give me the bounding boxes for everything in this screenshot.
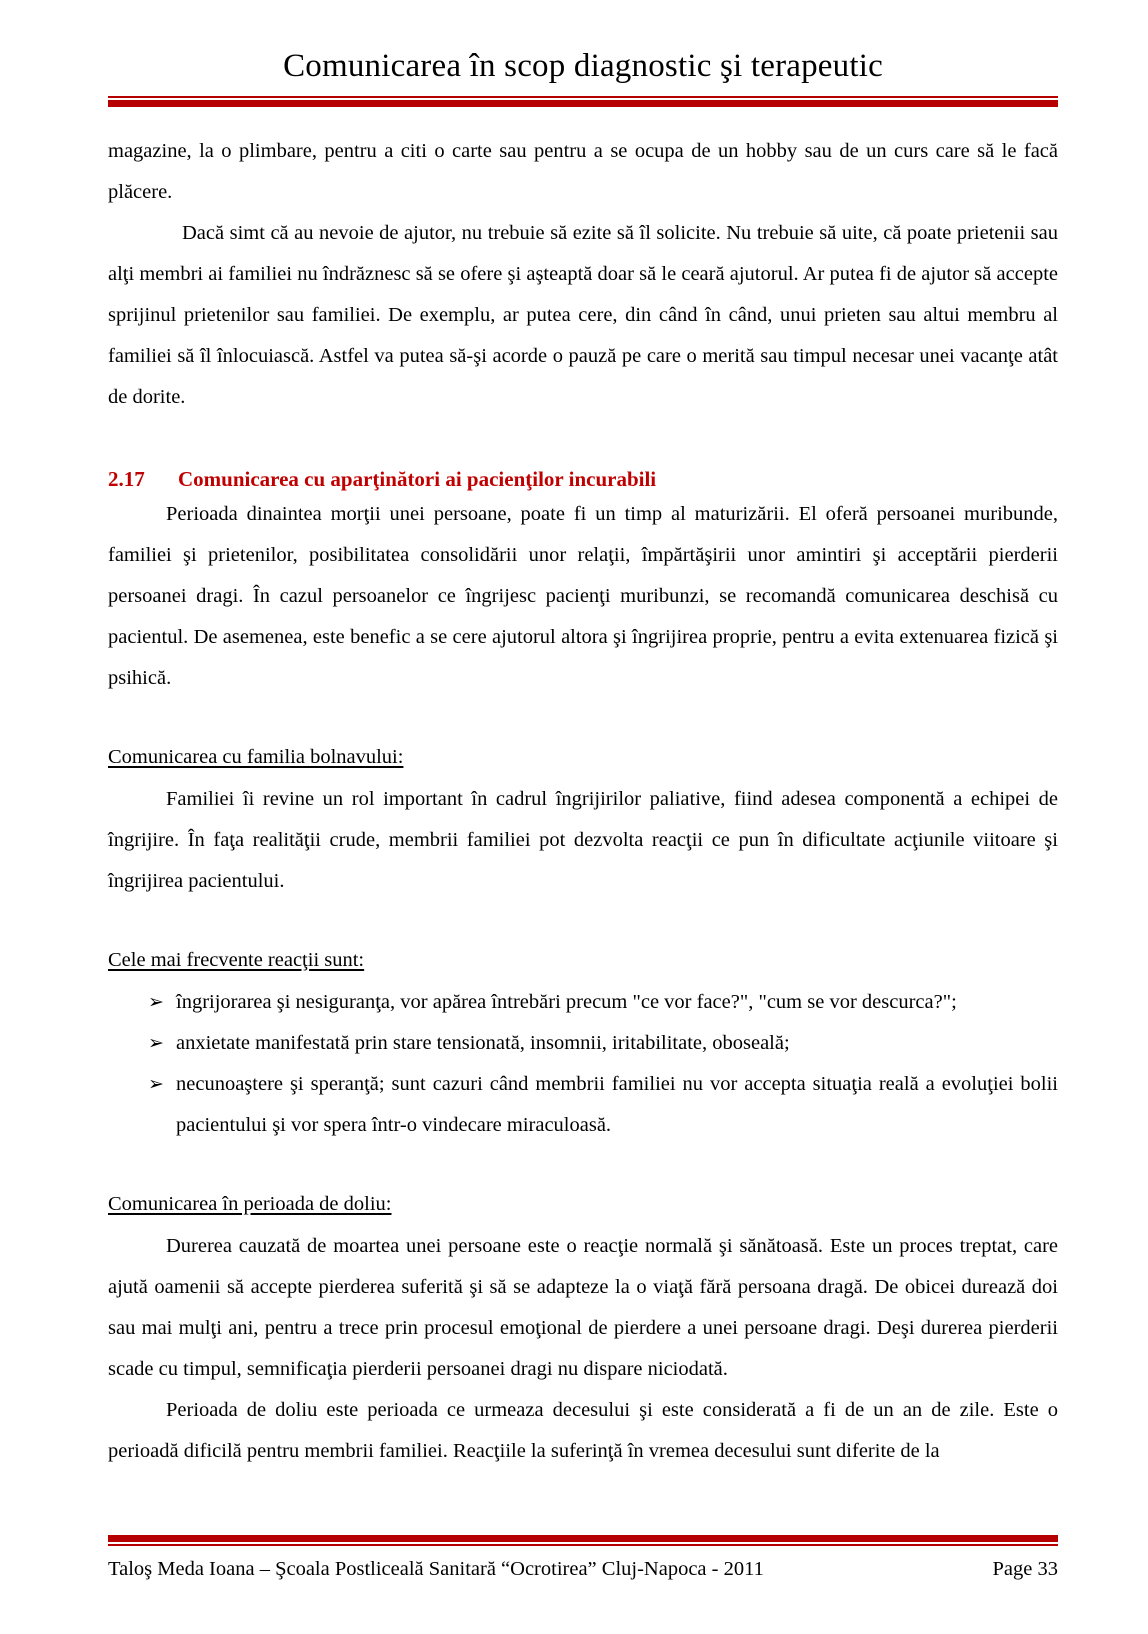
section-heading bbox=[108, 464, 1058, 494]
document-body bbox=[108, 131, 1058, 1472]
list-item bbox=[108, 1064, 1058, 1146]
subheading-reactions-wrap bbox=[108, 940, 1058, 982]
list-item-text: îngrijorarea şi nesiguranţa, vor apărea întrebări precum "ce vor face?", "cum se vor descurca?"; bbox=[176, 991, 957, 1013]
spacer bbox=[108, 418, 1058, 464]
footer-row bbox=[108, 1554, 1058, 1584]
paragraph-family: Familiei îi revine un rol important în cadrul îngrijirilor paliative, fiind adesea componentă a echipei de îngrijire. În faţa realităţii crude, membrii familiei pot dezvolta reacţii ce pun în dificultate acţiunile viitoare şi îngrijirea pacientului. bbox=[108, 788, 1058, 892]
list-item bbox=[108, 1023, 1058, 1064]
arrow-bullet-icon: ➢ bbox=[148, 1073, 164, 1095]
spacer bbox=[108, 1146, 1058, 1184]
paragraph-continuation: magazine, la o plimbare, pentru a citi o carte sau pentru a se ocupa de un hobby sau de un curs care să le facă plăcere. bbox=[108, 140, 1058, 203]
list-item-text: anxietate manifestată prin stare tensionată, insomnii, iritabilitate, oboseală; bbox=[176, 1032, 790, 1054]
subheading-mourning: Comunicarea în perioada de doliu: bbox=[108, 1193, 392, 1215]
paragraph-section-intro: Perioada dinaintea morţii unei persoane, poate fi un timp al maturizării. El oferă persoanei muribunde, familiei şi prietenilor, posibilitatea consolidării unor relaţii, împărtăşirii unor amintiri şi acceptării pierderii persoanei dragi. În cazul persoanelor ce îngrijesc pacienţi muribunzi, se recomandă comunicarea deschisă cu pacientul. De asemenea, este benefic a se cere ajutorul altora şi îngrijirea proprie, pentru a evita extenuarea fizică şi psihică. bbox=[108, 503, 1058, 689]
footer-rule-thin bbox=[108, 1544, 1058, 1546]
section-number: 2.17 bbox=[108, 467, 145, 491]
subheading-reactions: Cele mai frecvente reacţii sunt: bbox=[108, 949, 365, 971]
footer-rule-thick bbox=[108, 1535, 1058, 1542]
section-title: Comunicarea cu aparţinători ai pacienţilor incurabili bbox=[178, 467, 657, 491]
spacer bbox=[108, 902, 1058, 940]
arrow-bullet-icon: ➢ bbox=[148, 991, 164, 1013]
footer-author-institution: Taloş Meda Ioana – Şcoala Postliceală Sanitară “Ocrotirea” Cluj-Napoca - 2011 bbox=[108, 1558, 764, 1580]
paragraph-support: Dacă simt că au nevoie de ajutor, nu trebuie să ezite să îl solicite. Nu trebuie să uite, că poate prietenii sau alţi membri ai familiei nu îndrăznesc să se ofere şi aşteaptă doar să le ceară ajutorul. Ar putea fi de ajutor să accepte sprijinul prietenilor sau familiei. De exemplu, ar putea cere, din când în când, unui prieten sau altui membru al familiei să îl înlocuiască. Astfel va putea să-şi acorde o pauză pe care o merită sau timpul necesar unei vacanţe atât de dorite. bbox=[108, 222, 1058, 408]
spacer bbox=[108, 699, 1058, 737]
page-footer bbox=[108, 1535, 1058, 1584]
footer-divider bbox=[108, 1535, 1058, 1546]
reactions-list bbox=[108, 982, 1058, 1146]
footer-page-number: Page 33 bbox=[992, 1558, 1058, 1580]
list-item-text: necunoaştere şi speranţă; sunt cazuri când membrii familiei nu vor accepta situaţia reală a evoluţiei bolii pacientului şi vor spera într-o vindecare miraculoasă. bbox=[176, 1073, 1058, 1136]
paragraph-mourning-1: Durerea cauzată de moartea unei persoane este o reacţie normală şi sănătoasă. Este un proces treptat, care ajută oamenii să accepte pierderea suferită şi să se adapteze la o viaţă fără persoana dragă. De obicei durează doi sau mai mulţi ani, pentru a trece prin procesul emoţional de pierdere a unei persoane dragi. Deşi durerea pierderii scade cu timpul, semnificaţia pierderii persoanei dragi nu dispare niciodată. bbox=[108, 1235, 1058, 1380]
page-title: Comunicarea în scop diagnostic şi terapeutic bbox=[283, 48, 883, 84]
page-header bbox=[108, 46, 1058, 107]
subheading-family: Comunicarea cu familia bolnavului: bbox=[108, 746, 404, 768]
header-divider bbox=[108, 96, 1058, 107]
header-rule-thick bbox=[108, 100, 1058, 107]
subheading-mourning-wrap bbox=[108, 1184, 1058, 1226]
arrow-bullet-icon: ➢ bbox=[148, 1032, 164, 1054]
subheading-family-wrap bbox=[108, 737, 1058, 779]
list-item bbox=[108, 982, 1058, 1023]
paragraph-mourning-2: Perioada de doliu este perioada ce urmeaza decesului şi este considerată a fi de un an de zile. Este o perioadă dificilă pentru membrii familiei. Reacţiile la suferinţă în vremea decesului sunt diferite de la bbox=[108, 1399, 1058, 1462]
